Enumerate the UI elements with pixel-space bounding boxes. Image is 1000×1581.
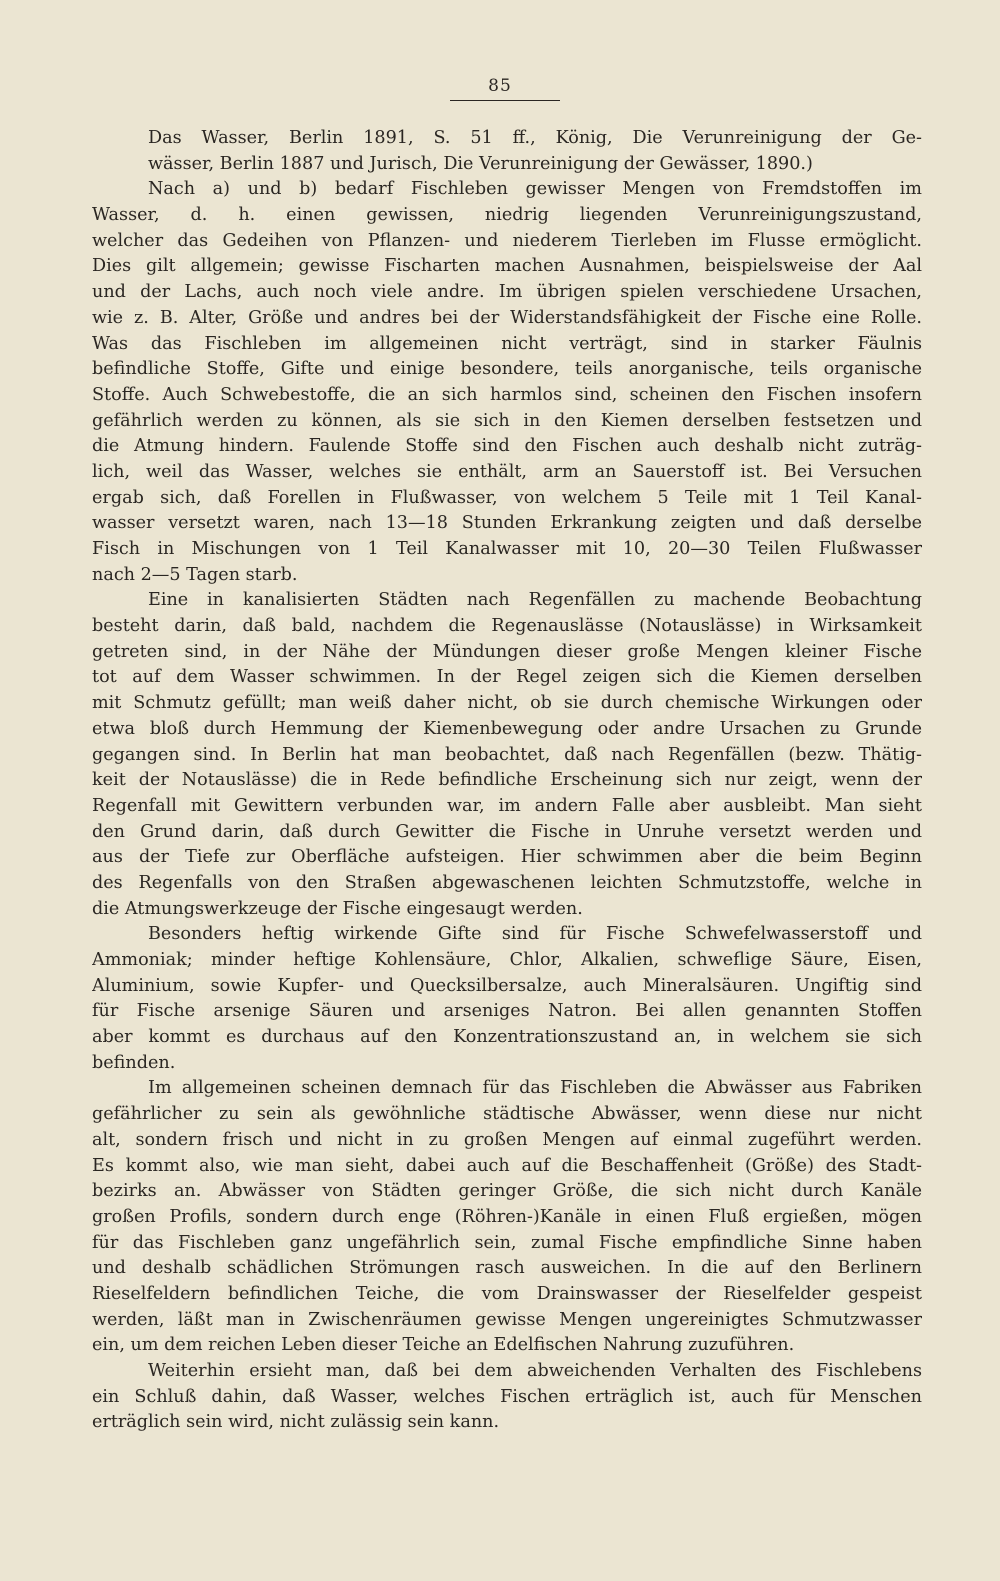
text-line: Besonders heftig wirkende Gifte sind für Fische Schwefelwasserstoff und	[148, 924, 922, 945]
text-line: lich, weil das Wasser, welches sie enthält, arm an Sauerstoff ist. Bei Versuchen	[92, 461, 922, 482]
text-line: und deshalb schädlichen Strömungen rasch ausweichen. In die auf den Berlinern	[92, 1258, 922, 1279]
text-line: des Regenfalls von den Straßen abgewaschenen leichten Schmutzstoffe, welche in	[92, 872, 922, 893]
text-line: werden, läßt man in Zwischenräumen gewisse Mengen ungereinigtes Schmutzwasser	[92, 1309, 922, 1330]
body-text	[92, 126, 922, 1436]
text-line: aber kommt es durchaus auf den Konzentrationszustand an, in welchem sie sich	[92, 1027, 922, 1048]
text-line: Fisch in Mischungen von 1 Teil Kanalwasser mit 10, 20—30 Teilen Flußwasser	[92, 539, 922, 559]
text-line: gefährlicher zu sein als gewöhnliche städtische Abwässer, wenn diese nur nicht	[92, 1104, 922, 1125]
text-line: befindliche Stoffe, Gifte und einige besondere, teils anorganische, teils organische	[92, 359, 922, 380]
text-line: nach 2—5 Tagen starb.	[92, 564, 298, 585]
text-line: wässer, Berlin 1887 und Jurisch, Die Verunreinigung der Gewässer, 1890.)	[148, 153, 813, 174]
text-line: Im allgemeinen scheinen demnach für das Fischleben die Abwässer aus Fabriken	[148, 1078, 922, 1099]
text-line: für das Fischleben ganz ungefährlich sein, zumal Fische empfindliche Sinne haben	[92, 1232, 922, 1253]
text-line: gefährlich werden zu können, als sie sich in den Kiemen derselben festsetzen und	[92, 410, 922, 431]
text-line: Ammoniak; minder heftige Kohlensäure, Chlor, Alkalien, schweflige Säure, Eisen,	[92, 950, 922, 970]
text-line: tot auf dem Wasser schwimmen. In der Regel zeigen sich die Kiemen derselben	[92, 667, 922, 688]
text-line: Wasser, d. h. einen gewissen, niedrig liegenden Verunreinigungszustand,	[92, 205, 922, 226]
text-line: ein Schluß dahin, daß Wasser, welches Fischen erträglich ist, auch für Menschen	[92, 1386, 922, 1407]
text-line: Eine in kanalisierten Städten nach Regenfällen zu machende Beobachtung	[148, 590, 922, 611]
text-line: Nach a) und b) bedarf Fischleben gewisser Mengen von Fremdstoffen im	[148, 179, 922, 200]
text-line: den Grund darin, daß durch Gewitter die Fische in Unruhe versetzt werden und	[92, 821, 922, 842]
text-line: wasser versetzt waren, nach 13—18 Stunden Erkrankung zeigten und daß derselbe	[92, 513, 922, 534]
text-line: Weiterhin ersieht man, daß bei dem abweichenden Verhalten des Fischlebens	[148, 1361, 922, 1381]
text-line: getreten sind, in der Nähe der Mündungen dieser große Mengen kleiner Fische	[92, 641, 922, 662]
text-line: Aluminium, sowie Kupfer- und Quecksilbersalze, auch Mineralsäuren. Ungiftig sind	[92, 975, 922, 996]
text-line: wie z. B. Alter, Größe und andres bei der Widerstandsfähigkeit der Fische eine Rolle.	[92, 307, 922, 328]
text-line: bezirks an. Abwässer von Städten geringer Größe, die sich nicht durch Kanäle	[92, 1181, 922, 1202]
text-line: keit der Notauslässe) die in Rede befindliche Erscheinung sich nur zeigt, wenn der	[92, 770, 922, 791]
text-line: die Atmung hindern. Faulende Stoffe sind den Fischen auch deshalb nicht zuträg-	[92, 436, 922, 457]
text-line: großen Profils, sondern durch enge (Röhren-)Kanäle in einen Fluß ergießen, mögen	[92, 1206, 922, 1227]
text-line: für Fische arsenige Säuren und arseniges Natron. Bei allen genannten Stoffen	[92, 1001, 922, 1022]
text-line: Rieselfeldern befindlichen Teiche, die vom Drainswasser der Rieselfelder gespeist	[92, 1283, 922, 1304]
text-line: Was das Fischleben im allgemeinen nicht verträgt, sind in starker Fäulnis	[92, 333, 922, 354]
text-line: gegangen sind. In Berlin hat man beobachtet, daß nach Regenfällen (bezw. Thätig-	[92, 744, 922, 765]
text-line: welcher das Gedeihen von Pflanzen- und niederem Tierleben im Flusse ermöglicht.	[92, 230, 922, 251]
text-line: ergab sich, daß Forellen in Flußwasser, von welchem 5 Teile mit 1 Teil Kanal-	[92, 487, 922, 508]
text-line: ein, um dem reichen Leben dieser Teiche an Edelfischen Nahrung zuzuführen.	[92, 1335, 795, 1356]
text-line: Stoffe. Auch Schwebestoffe, die an sich harmlos sind, scheinen den Fischen insofern	[92, 384, 922, 405]
text-line: besteht darin, daß bald, nachdem die Regenauslässe (Notauslässe) in Wirksamkeit	[92, 616, 922, 637]
text-line: Es kommt also, wie man sieht, dabei auch auf die Beschaffenheit (Größe) des Stadt-	[92, 1155, 922, 1176]
page-number: 85	[488, 76, 512, 96]
text-line: die Atmungswerkzeuge der Fische eingesaugt werden.	[92, 898, 583, 919]
text-line: befinden.	[92, 1052, 176, 1073]
text-line: alt, sondern frisch und nicht in zu großen Mengen auf einmal zugeführt werden.	[92, 1129, 922, 1150]
text-line: aus der Tiefe zur Oberfläche aufsteigen. Hier schwimmen aber die beim Beginn	[92, 847, 922, 868]
text-line: Regenfall mit Gewittern verbunden war, im andern Falle aber ausbleibt. Man sieht	[92, 795, 922, 816]
page-number-rule	[450, 100, 560, 101]
text-line: Das Wasser, Berlin 1891, S. 51 ff., König, Die Verunreinigung der Ge-	[148, 128, 922, 148]
text-line: und der Lachs, auch noch viele andre. Im übrigen spielen verschiedene Ursachen,	[92, 282, 922, 303]
text-line: Dies gilt allgemein; gewisse Fischarten machen Ausnahmen, beispielsweise der Aal	[92, 256, 922, 277]
text-line: mit Schmutz gefüllt; man weiß daher nicht, ob sie durch chemische Wirkungen oder	[92, 693, 922, 714]
text-line: etwa bloß durch Hemmung der Kiemenbewegung oder andre Ursachen zu Grunde	[92, 718, 922, 739]
text-line: erträglich sein wird, nicht zulässig sein kann.	[92, 1412, 500, 1433]
